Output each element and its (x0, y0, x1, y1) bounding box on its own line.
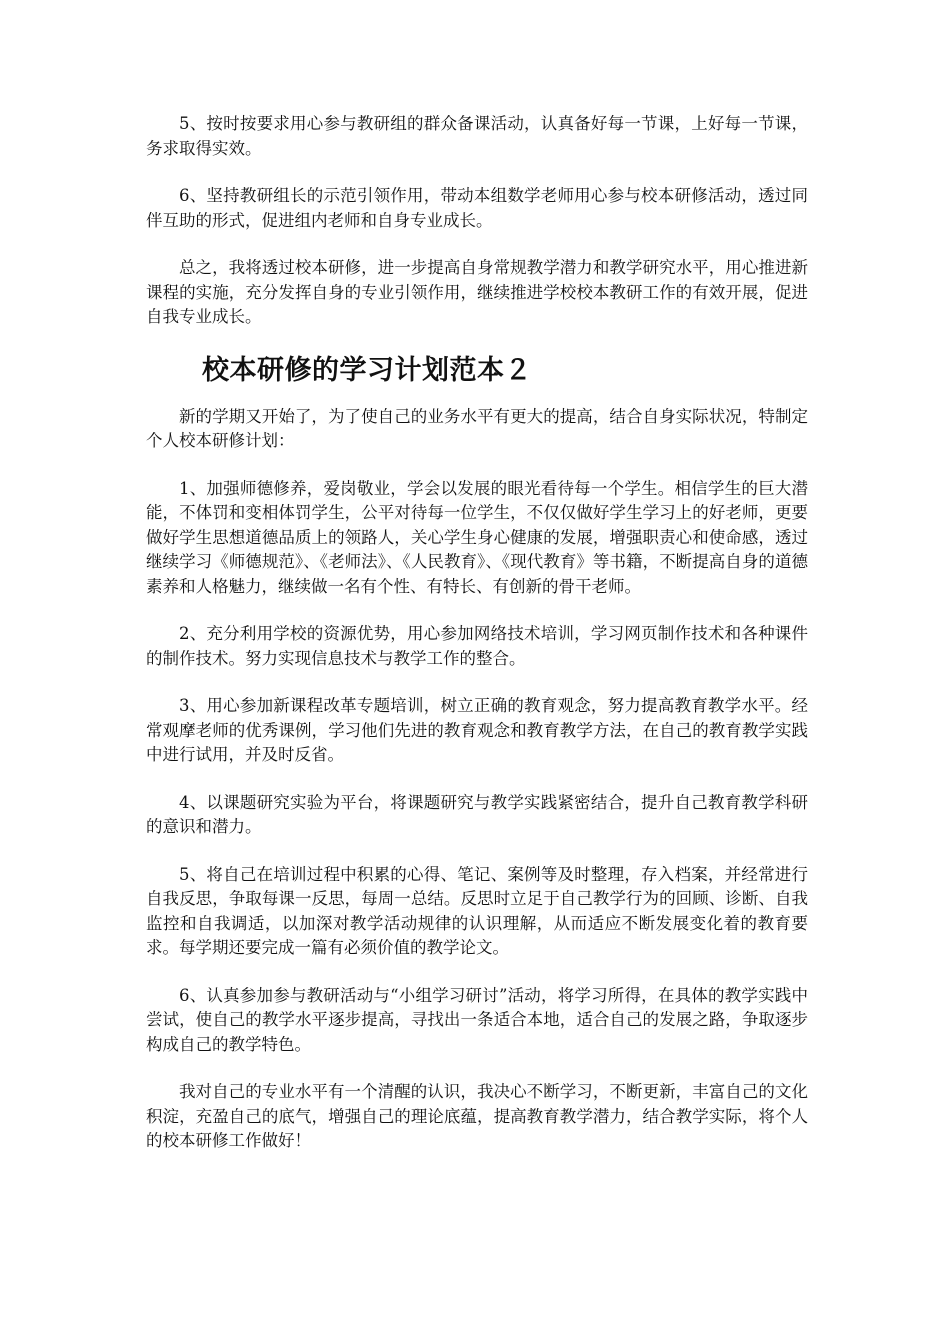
paragraph-plan-5: 5、将自己在培训过程中积累的心得、笔记、案例等及时整理，存入档案，并经常进行自我反思，争取每课一反思，每周一总结。反思时立足于自己教学行为的回顾、诊断、自我监控和自我调适，以加深对教学活动规律的认识理解，从而适应不断发展变化着的教育要求。每学期还要完成一篇有必须价值的教学论文。 (146, 864, 808, 957)
paragraph-conclusion: 我对自己的专业水平有一个清醒的认识，我决心不断学习，不断更新，丰富自己的文化积淀，充盈自己的底气，增强自己的理论底蕴，提高教育教学潜力，结合教学实际，将个人的校本研修工作做好！ (146, 1082, 808, 1150)
paragraph-item-6: 6、坚持教研组长的示范引领作用，带动本组数学老师用心参与校本研修活动，透过同伴互助的形式，促进组内老师和自身专业成长。 (146, 186, 808, 230)
paragraph-summary: 总之，我将透过校本研修，进一步提高自身常规教学潜力和教学研究水平，用心推进新课程的实施，充分发挥自身的专业引领作用，继续推进学校校本教研工作的有效开展，促进自我专业成长。 (146, 258, 808, 326)
document-content (146, 112, 808, 1177)
paragraph-item-5: 5、按时按要求用心参与教研组的群众备课活动，认真备好每一节课，上好每一节课，务求取得实效。 (146, 114, 808, 158)
paragraph-plan-3: 3、用心参加新课程改革专题培训，树立正确的教育观念，努力提高教育教学水平。经常观摩老师的优秀课例，学习他们先进的教育观念和教育教学方法，在自己的教育教学实践中进行试用，并及时反省。 (146, 696, 808, 764)
paragraph-plan-1: 1、加强师德修养，爱岗敬业，学会以发展的眼光看待每一个学生。相信学生的巨大潜能，不体罚和变相体罚学生，公平对待每一位学生，不仅仅做好学生学习上的好老师，更要做好学生思想道德品质上的领路人，关心学生身心健康的发展，增强职责心和使命感，透过继续学习《师德规范》、《老师法》、《人民教育》、《现代教育》等书籍，不断提高自身的道德素养和人格魅力，继续做一名有个性、有特长、有创新的骨干老师。 (146, 478, 808, 596)
paragraph-intro: 新的学期又开始了，为了使自己的业务水平有更大的提高，结合自身实际状况，特制定个人校本研修计划： (146, 406, 808, 450)
paragraph-plan-6: 6、认真参加参与教研活动与“小组学习研讨”活动，将学习所得，在具体的教学实践中尝试，使自己的教学水平逐步提高，寻找出一条适合本地，适合自己的发展之路，争取逐步构成自己的教学特色。 (146, 985, 808, 1054)
paragraph-plan-2: 2、充分利用学校的资源优势，用心参加网络技术培训，学习网页制作技术和各种课件的制作技术。努力实现信息技术与教学工作的整合。 (146, 624, 808, 668)
section-heading: 校本研修的学习计划范本２ (202, 354, 532, 386)
paragraph-plan-4: 4、以课题研究实验为平台，将课题研究与教学实践紧密结合，提升自己教育教学科研的意识和潜力。 (146, 792, 808, 836)
